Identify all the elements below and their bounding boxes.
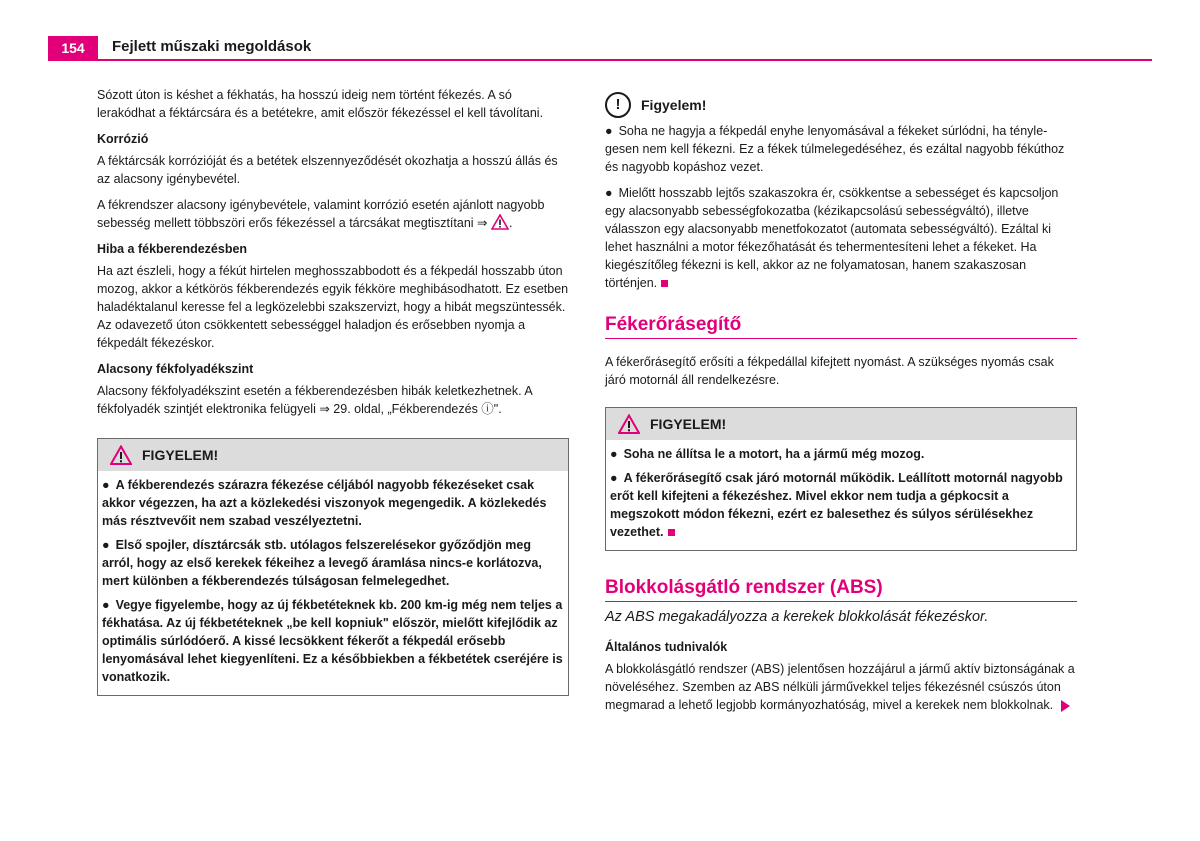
warning-title: FIGYELEM! [650, 416, 727, 432]
corrosion-paragraph-1: A féktárcsák korrózióját és a betétek elszennyeződését okozhatja a hosszú állás és az alacsony igénybevétel. [97, 154, 558, 186]
note-item: ● Soha ne hagyja a fékpedál enyhe lenyomásával a fékeket súrlódni, ha ténylegesen nem kell fékezni. Ez a fékek túlmelegedéséhez, és ezáltal nagyobb fékúthoz és nagyobb kopáshoz vezet. [605, 124, 1065, 174]
bullet-icon: ● [605, 124, 613, 138]
fault-paragraph: Ha azt észleli, hogy a fékút hirtelen meghosszabbodott és a fékpedál hosszabb úton mozog, akkor a kétkörös fékberendezés egyik fékköre meghibásodhatott. Ez esetben haladéktalanul keresse fel a legközelebbi szakszervizt, hogy a hibát megszüntessék. Az odavezető úton csökkentett sebességgel haladjon és erősebben nyomja a fékpedált fékezéskor. [97, 264, 569, 350]
chapter-title: Fejlett műszaki megoldások [112, 38, 312, 55]
low-fluid-paragraph[interactable]: Alacsony fékfolyadékszint esetén a fékberendezésben hibák keletkezhetnek. A fékfolyadék szintjét elektronika felügyeli ⇒ 29. oldal, „Fékberendezés ⓘ". [97, 384, 533, 416]
corrosion-heading: Korrózió [97, 132, 149, 146]
right-column [605, 92, 1077, 722]
warning-box-left [97, 438, 569, 696]
bullet-icon: ● [605, 186, 613, 200]
abs-paragraph: A blokkolásgátló rendszer (ABS) jelentősen hozzájárul a jármű aktív biztonságának a növeléséhez. Szemben az ABS nélküli járművekkel teljes fékezésnél csúszós úton megmarad a lehető legjobb kormányozhatóság, mivel a kerekek nem blokkolnak. [605, 662, 1075, 712]
warning-item: ● A fékberendezés szárazra fékezése céljából nagyobb fékezéseket csak akkor végezzen, ha azt a közlekedési viszonyok megengedik. A közlekedés más résztvevőit nem szabad veszélyeztetni. [102, 478, 547, 528]
note-item: ● Mielőtt hosszabb lejtős szakaszokra ér, csökkentse a sebességet és kapcsoljon egy alacsonyabb sebességfokozatba (kézikapcsolású sebességváltó), illetve válasszon egy alacsonyabb menetfokozatot (automata sebességváltó). Ezáltal ki lehet használni a motor fékezőhatását és tehermentesíteni lehet a fékeket. Ha kiegészítőleg fékezni is kell, akkor az ne folyamatosan, hanem szakaszosan történjen. [605, 186, 1059, 290]
abs-subheading: Általános tudnivalók [605, 640, 728, 654]
bullet-icon: ● [610, 447, 618, 461]
end-mark-icon [661, 280, 668, 287]
warning-triangle-icon [618, 414, 640, 434]
warning-title: FIGYELEM! [142, 447, 219, 463]
warning-triangle-icon[interactable] [491, 214, 509, 230]
exclamation-circle-icon: ! [605, 92, 631, 118]
bullet-icon: ● [102, 598, 110, 612]
bullet-icon: ● [610, 471, 618, 485]
page-number: 154 [48, 36, 98, 60]
section-title-brake-assist: Fékerőrásegítő [605, 316, 1077, 339]
warning-header [606, 408, 1076, 440]
brake-assist-paragraph: A fékerőrásegítő erősíti a fékpedállal kifejtett nyomást. A szükséges nyomás csak járó motornál áll rendelkezésre. [605, 355, 1054, 387]
section-title-abs: Blokkolásgátló rendszer (ABS) [605, 579, 1077, 602]
end-mark-icon [668, 529, 675, 536]
continue-arrow-icon[interactable] [1061, 700, 1070, 712]
warning-header [98, 439, 568, 471]
note-header [605, 92, 1077, 118]
fault-heading: Hiba a fékberendezésben [97, 242, 248, 256]
corrosion-paragraph-2-text: A fékrendszer alacsony igénybevétele, valamint korrózió esetén ajánlott nagyobb sebesség mellett többszöri erős fékezéssel a tárcsákat megtisztítani ⇒ [97, 198, 545, 230]
note-title: Figyelem! [641, 97, 707, 113]
abs-lead: Az ABS megakadályozza a kerekek blokkolását fékezéskor. [605, 609, 989, 625]
corrosion-paragraph-2: A fékrendszer alacsony igénybevétele, valamint korrózió esetén ajánlott nagyobb sebesség mellett többszöri erős fékezéssel a tárcsákat megtisztítani ⇒ . [97, 198, 545, 230]
header-rule [48, 59, 1152, 61]
warning-item: ● A fékerőrásegítő csak járó motornál működik. Leállított motornál nagyobb erőt kell kifejteni a fékezéshez. Mivel ekkor nem tudja a gépkocsit a megszokott módon fékezni, ezért ez balesethez és súlyos sérülésekhez vezethet. [610, 471, 1063, 539]
warning-body [606, 440, 1076, 550]
warning-item: ● Soha ne állítsa le a motort, ha a jármű még mozog. [610, 447, 925, 461]
low-fluid-heading: Alacsony fékfolyadékszint [97, 362, 254, 376]
warning-item: ● Vegye figyelembe, hogy az új fékbetéteknek kb. 200 km-ig még nem teljes a fékhatása. Az új fékbetéteknek „be kell kopniuk" először, mielőtt kifejlődik az optimális súrlódóerő. A kissé lecsökkent fékerőt a fékpedál erősebb lenyomásával lehet kiegyenlíteni. Ez a későbbiekben a fékbetétek cseréjére is vonatkozik. [102, 598, 563, 684]
left-column [97, 86, 569, 696]
warning-body [98, 471, 568, 695]
bullet-icon: ● [102, 478, 110, 492]
warning-triangle-icon [110, 445, 132, 465]
intro-paragraph: Sózott úton is késhet a fékhatás, ha hosszú ideig nem történt fékezés. A só lerakódhat a féktárcsára és a betétekre, amit először fékezéssel el kell távolítani. [97, 88, 544, 120]
warning-item: ● Első spojler, dísztárcsák stb. utólagos felszerelésekor győződjön meg arról, hogy az első kerekek fékeihez a levegő áramlása nincs-e korlátozva, mert különben a fékberendezés túlságosan felmelegedhet. [102, 538, 542, 588]
warning-box-right [605, 407, 1077, 551]
bullet-icon: ● [102, 538, 110, 552]
